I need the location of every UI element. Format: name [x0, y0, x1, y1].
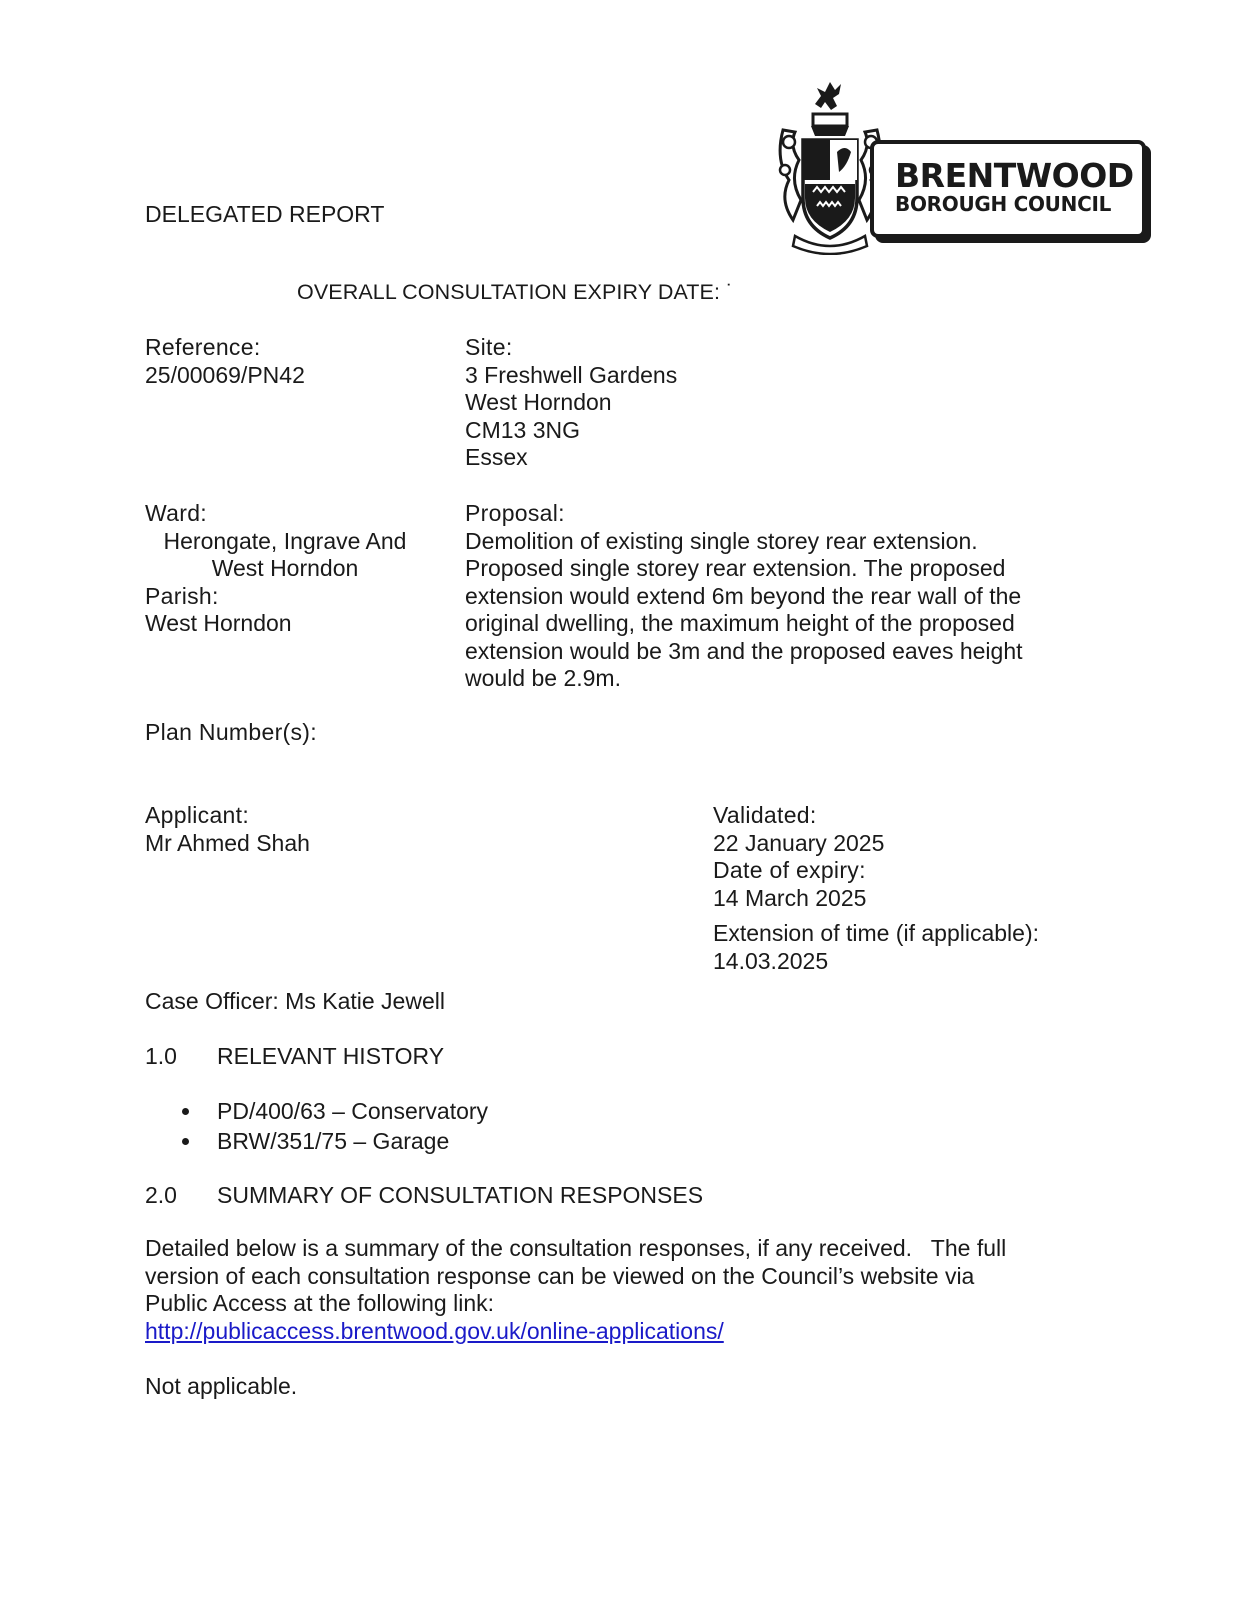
- site-line: CM13 3NG: [465, 416, 581, 443]
- ward-line: West Horndon: [211, 555, 359, 581]
- parish-value: West Horndon: [145, 610, 292, 636]
- consultation-summary: [145, 1235, 1065, 1345]
- summary-line: version of each consultation response can be viewed on the Council’s website via: [145, 1262, 975, 1289]
- history-item: BRW/351/75 – Garage: [180, 1126, 488, 1156]
- proposal-block: [465, 500, 1065, 693]
- validated-value: 22 January 2025: [713, 829, 885, 856]
- ward-block: [145, 500, 425, 638]
- proposal-line: Proposed single storey rear extension. The proposed: [465, 555, 1006, 581]
- dates-block: [713, 802, 1039, 975]
- consultation-expiry-date: OVERALL CONSULTATION EXPIRY DATE: ˙: [297, 280, 734, 304]
- summary-line: Public Access at the following link:: [145, 1290, 495, 1316]
- section-number: 1.0: [145, 1043, 177, 1069]
- section-title: RELEVANT HISTORY: [217, 1043, 445, 1069]
- extension-label: Extension of time (if applicable):: [713, 920, 1039, 946]
- history-list: [180, 1096, 488, 1156]
- council-crest-icon: [775, 80, 885, 255]
- site-block: [465, 334, 677, 472]
- site-line: Essex: [465, 444, 528, 470]
- document-title: DELEGATED REPORT: [145, 201, 385, 227]
- proposal-line: original dwelling, the maximum height of the proposed: [465, 610, 1015, 636]
- section-heading-consultation: [145, 1182, 703, 1210]
- expiry-value: 14 March 2025: [713, 884, 867, 911]
- validated-label: Validated:: [713, 802, 817, 828]
- proposal-line: extension would extend 6m beyond the rear wall of the: [465, 582, 1022, 609]
- council-name-line2: BOROUGH COUNCIL: [895, 192, 1112, 216]
- extension-value: 14.03.2025: [713, 947, 829, 974]
- ward-line: Herongate, Ingrave And: [163, 527, 407, 554]
- site-label: Site:: [465, 334, 513, 360]
- parish-label: Parish:: [145, 582, 219, 609]
- section-heading-history: [145, 1043, 444, 1071]
- expiry-label: Date of expiry:: [713, 857, 866, 883]
- applicant-value: Mr Ahmed Shah: [145, 829, 310, 856]
- reference-value: 25/00069/PN42: [145, 361, 305, 388]
- applicant-label: Applicant:: [145, 802, 250, 828]
- not-applicable-text: Not applicable.: [145, 1373, 298, 1399]
- applicant-block: [145, 802, 310, 857]
- section-title: SUMMARY OF CONSULTATION RESPONSES: [217, 1182, 704, 1208]
- public-access-link[interactable]: http://publicaccess.brentwood.gov.uk/online-applications/: [145, 1317, 724, 1344]
- reference-label: Reference:: [145, 334, 261, 360]
- site-line: 3 Freshwell Gardens: [465, 361, 678, 388]
- reference-block: [145, 334, 305, 389]
- history-item: PD/400/63 – Conservatory: [180, 1096, 488, 1126]
- case-officer: Case Officer: Ms Katie Jewell: [145, 988, 445, 1014]
- section-number: 2.0: [145, 1182, 177, 1208]
- proposal-line: would be 2.9m.: [465, 665, 621, 691]
- ward-label: Ward:: [145, 500, 207, 526]
- summary-line: Detailed below is a summary of the consultation responses, if any received. The full: [145, 1235, 1007, 1261]
- proposal-label: Proposal:: [465, 500, 565, 526]
- council-logo: [775, 80, 1155, 255]
- site-line: West Horndon: [465, 389, 612, 415]
- plan-numbers-label: Plan Number(s):: [145, 719, 317, 745]
- proposal-line: Demolition of existing single storey rear extension.: [465, 527, 978, 554]
- council-name-line1: BRENTWOOD: [895, 156, 1134, 195]
- proposal-line: extension would be 3m and the proposed eaves height: [465, 637, 1023, 664]
